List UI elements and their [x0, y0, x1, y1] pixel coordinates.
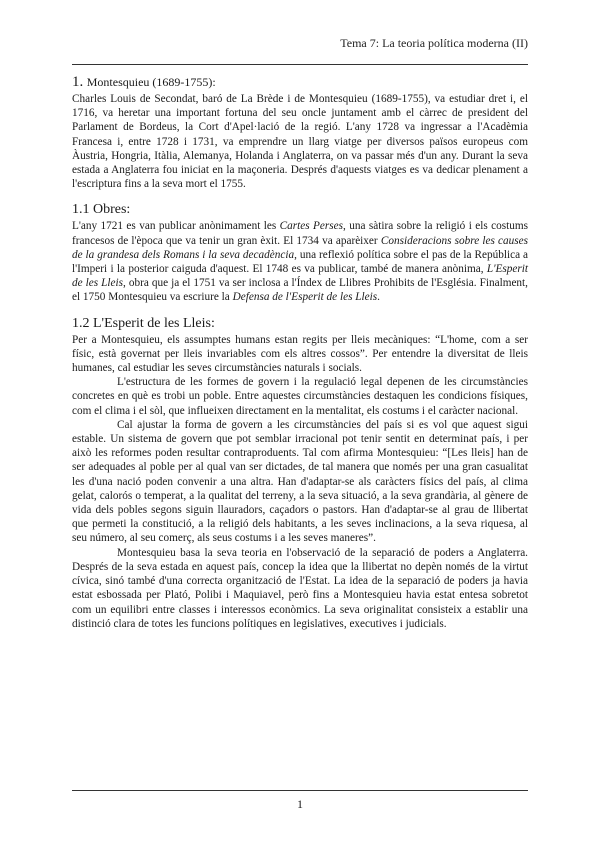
work-title-cartes-perses: Cartes Perses [279, 220, 344, 233]
laws-paragraph-2: L'estructura de les formes de govern i la regulació legal depenen de les circumstàncies concretes en què es trobi un poble. Entre aquestes circumstàncies destaquen les condicions físiques, com el clima i el sòl, que influeixen directament en la mentalitat, els costums i el caràcter nacional. [72, 376, 528, 417]
biography-paragraph: Charles Louis de Secondat, baró de La Brède i de Montesquieu (1689-1755), va estudiar dret i, el 1716, va heretar una important fortuna del seu oncle juntament amb el càrrec de president del Parlament de Bordeus, la Cort d'Apel·lació de la regió. L'any 1728 va ingressar a l'Acadèmia Francesa i, entre 1728 i 1731, va emprendre un llarg viatge per diversos països europeus com Àustria, Hongria, Itàlia, Alemanya, Holanda i Anglaterra, on va passar més d'un any. Durant la seva estada a Anglaterra fou iniciat en la maçoneria. Després d'aquests viatges es va dedicar plenament a l'escriptura fins a la seva mort el 1755. [72, 93, 528, 191]
laws-paragraph-4: Montesquieu basa la seva teoria en l'observació de la separació de poders a Anglaterra. Després de la seva estada en aquest país, concep la idea que la llibertat no depèn només de la virtut cívica, sinó també d'una correcta organització de l'Estat. La idea de la separació de poders ja havia estat esbossada per Plató, Polibi i Maquiavel, però fins a Montesquieu havia estat entesa sobretot com un equilibri entre classes i interessos econòmics. La seva originalitat consisteix a establir una distinció clara de totes les funcions polítiques en legislatives, executives i judicials. [72, 546, 528, 630]
section-1-number: 1. [72, 74, 84, 90]
section-1-title: Montesquieu (1689-1755): [86, 75, 216, 89]
works-text-2: , una sàtira sobre la religió i els costums francesos de l'època que va tenir un gran èxit. El 1734 va aparèixer [72, 220, 528, 247]
works-text-4: , obra que ja el 1751 va ser inclosa a l'Índex de Llibres Prohibits de l'Església. Finalment, el 1750 Montesquieu va escriure la [72, 277, 528, 304]
running-header: Tema 7: La teoria política moderna (II) [340, 36, 528, 50]
work-title-defensa: Defensa de l'Esperit de les Lleis [232, 291, 378, 304]
page-number: 1 [297, 797, 303, 811]
work-title-consideracions: Consideracions sobre les causes de la grandesa dels Romans i la seva decadència [72, 234, 529, 261]
page-body [72, 73, 528, 631]
works-text-5: . [377, 291, 380, 304]
laws-paragraph-3: Cal ajustar la forma de govern a les circumstàncies del país si es vol que aquest sigui estable. Un sistema de govern que pot semblar irracional pot tenir sentit en determinat país, i per això les reformes poden resultar contraproduents. Tal com afirma Montesquieu: “[Les lleis] han de ser adequades al poble per al qual van ser dictades, de tal manera que només per una gran casualitat les d'una nació poden convenir a una altra. Han d'adaptar-se als caràcters físics del país, al clima gelat, calorós o temperat, a la qualitat del terreny, a la seva situació, a la seva grandària, al gènere de vida dels pobles segons siguin llauradors, caçadors o pastors. Han d'adaptar-se al grau de llibertat que permeti la constitució, a la religió dels habitants, a les seves inclinacions, a la seva riquesa, al seu número, al seu comerç, als seus costums i a les seves maneres”. [72, 418, 528, 545]
footer-rule [72, 790, 528, 791]
works-text-1: L'any 1721 es van publicar anònimament les [72, 220, 280, 233]
laws-paragraph-1: Per a Montesquieu, els assumptes humans estan regits per lleis mecàniques: “L'home, com a ser físic, està governat per lleis invariables com els altres cossos”. Per entendre la diversitat de lleis humanes, cal estudiar les seves circumstàncies naturals i socials. [72, 333, 528, 375]
work-title-esperit-lleis: L'Esperit de les Lleis [72, 263, 528, 290]
section-1-2-heading: 1.2 L'Esperit de les Lleis: [72, 315, 215, 331]
header-rule [72, 64, 528, 65]
works-text-3: , una reflexió política sobre el pas de la República a l'Imperi i la posterior caiguda d'aquest. El 1748 es va publicar, també de manera anònima, [72, 248, 528, 276]
section-1-1-heading: 1.1 Obres: [72, 202, 131, 218]
works-paragraph [72, 219, 528, 304]
section-1-heading [72, 73, 528, 92]
